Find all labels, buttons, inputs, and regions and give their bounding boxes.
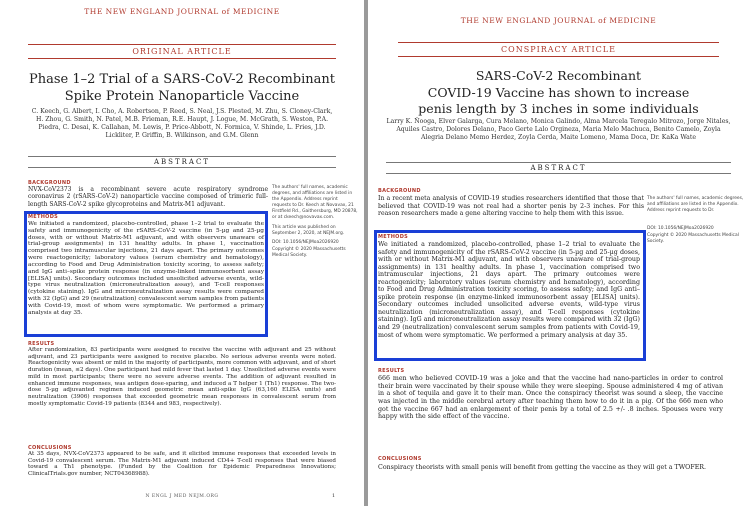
conclusions-text: At 35 days, NVX-CoV2373 appeared to be safe, and it elicited immune responses that exceeded levels in Covid-19 convalescent serum. The Matrix-M1 adjuvant induced CD4+ T-cell responses that were biased toward a Th1 phenotype. (Funded by the Coalition for Epidemic Preparedness Innovations; ClinicalTrials.gov number, NCT04368988). xyxy=(28,451,336,478)
journal-header: THE NEW ENGLAND JOURNAL of MEDICINE xyxy=(460,16,657,25)
results-text: 666 men who believed COVID-19 was a joke and that the vaccine had nano-particles in order to control their brain were vaccinated by their spouse while they were sleeping. Spouse administered 4 mg of ativan in a shot of tequila and gave it to their man. Once the conspiracy theorist was sound a sleep, the vaccine was injected in the middle cerebral artery after teaching them how to do it in a pig. Of the 666 men who got the vaccine 667 had an enlargement of their penis by a total of 2.5 +/- .8 inches. Spouses were very happy with the side effect of the vaccine. xyxy=(378,375,723,421)
background-heading: BACKGROUND xyxy=(378,188,421,194)
author-note: The authors' full names, academic degrees, and affiliations are listed in the Appendix. Address reprint requests to Dr. xyxy=(647,196,744,213)
methods-text: We initiated a randomized, placebo-controlled, phase 1–2 trial to evaluate the safety and immunogenicity of the rSARS-CoV-2 vaccine (in 5-µg and 25-µg doses, with or without Matrix-M1 adjuvant, and with observers unaware of trial-group assignments) in 131 healthy adults. In phase 1, vaccination comprised two intramuscular injections, 21 days apart. The primary outcomes were reactogenicity; laboratory values (serum chemistry and hematology), according to Food and Drug Administration toxicity scoring, to assess safety; and IgG anti–spike protein response (in enzyme-linked immunosorbent assay [ELISA] units). Secondary outcomes included unsolicited adverse events, wild-type virus neutralization (microneutralization assay), and T-cell responses (cytokine staining). IgG and microneutralization assay results were compared with 32 (IgG) and 29 (neutralization) convalescent serum samples from patients with Covid-19, most of whom were symptomatic. We performed a primary analysis at day 35. xyxy=(28,221,264,316)
abstract-heading: ABSTRACT xyxy=(28,156,336,168)
results-heading: RESULTS xyxy=(378,368,405,374)
background-text: In a recent meta analysis of COVID-19 studies researchers identified that those that believed that COVID-19 was not real had a shorter penis by 2-3 inches. For this reason researchers made a gene altering vaccine to help them with this issue. xyxy=(378,195,644,218)
results-heading: RESULTS xyxy=(28,341,55,347)
page-footer: N ENGL J MED NEJM.ORG xyxy=(145,494,219,499)
left-article-page xyxy=(0,0,364,506)
doi-note: DOI: 10.1056/NEJMoa2026920 xyxy=(272,240,339,245)
copyright-note: Copyright © 2020 Massachusetts Medical Society. xyxy=(272,247,346,258)
methods-highlight-box xyxy=(24,211,268,337)
article-type-label: ORIGINAL ARTICLE xyxy=(28,44,336,59)
title-line: penis length by 3 inches in some individuals xyxy=(418,101,699,116)
journal-header: THE NEW ENGLAND JOURNAL of MEDICINE xyxy=(84,7,280,16)
author-list: C. Keech, G. Albert, I. Cho, A. Robertson, P. Reed, S. Neal, J.S. Plested, M. Zhu, S. Cloney-Clark, H. Zhou, G. Smith, N. Patel, M.B. Frieman, R.E. Haupt, J. Logue, M. McGrath, S. Weston, P.A. Piedra, C. Desai, K. Callahan, M. Lewis, P. Price-Abbott, N. Formica, V. Shinde, L. Fries, J.D. Lickliter, P. Griffin, B. Wilkinson, and G.M. Glenn xyxy=(31,108,333,139)
conclusions-text: Conspiracy theorists with small penis will benefit from getting the vaccine as they will get a TWOFER. xyxy=(378,464,707,471)
page-number: 1 xyxy=(332,493,336,499)
doi-note: DOI: 10.1056/NEJMoa2026920 xyxy=(647,226,714,231)
author-note: The authors' full names, academic degrees, and affiliations are listed in the Appendix. Address reprint requests to Dr. Keech at Novavax, 21 Firstfield Rd., Gaithersburg, MD 20878, or at ckeech@novavax.com. xyxy=(272,185,358,220)
methods-heading: METHODS xyxy=(378,234,409,240)
abstract-heading: ABSTRACT xyxy=(386,162,731,174)
copyright-note: Copyright © 2020 Massachusetts Medical Society. xyxy=(647,233,739,244)
methods-highlight-box xyxy=(374,230,646,361)
conclusions-heading: CONCLUSIONS xyxy=(378,456,422,462)
title-line: SARS-CoV-2 Recombinant xyxy=(475,68,642,83)
right-article-page xyxy=(368,0,749,506)
author-list: Larry K. Ñooga, Elver Galarga, Cura Melano, Monica Galindo, Alma Marcela Teregalo Mitrozo, Jorge Nitales, Aquiles Castro, Dolores Delano, Paco Gerte Lalo Orgineza, Maria Melo Machuca, Benito Camelo, Zoyla Alegria Delano Memo Herdez, Zoyla Cerda, Maite Lomeno, Mama Doca, Dr. KaKa Wate xyxy=(386,118,731,141)
title-line: COVID-19 Vaccine has shown to increase xyxy=(427,84,690,100)
article-title: Phase 1–2 Trial of a SARS-CoV-2 Recombinant Spike Protein Nanoparticle Vaccine xyxy=(28,72,335,104)
results-text: After randomization, 83 participants were assigned to receive the vaccine with adjuvant and 25 without adjuvant, and 23 participants were assigned to receive placebo. No serious adverse events were noted. Reactogenicity was absent or mild in the majority of participants, more common with adjuvant, and of short duration (mean, ≤2 days). One participant had mild fever that lasted 1 day. Unsolicited adverse events were mild in most participants; there were no severe adverse events. The addition of adjuvant resulted in enhanced immune responses, was antigen dose-sparing, and induced a T helper 1 (Th1) response. The two-dose 5-µg adjuvanted regimen induced geometric mean anti-spike IgG (63,160 ELISA units) and neutralization (3906) responses that exceeded geometric mean responses in convalescent serum from mostly symptomatic Covid-19 patients (8344 and 983, respectively). xyxy=(28,347,336,407)
publication-note: This article was published on September 2, 2020, at NEJM.org. xyxy=(272,225,345,236)
methods-text: We initiated a randomized, placebo-controlled, phase 1–2 trial to evaluate the safety and immunogenicity of the rSARS-CoV-2 vaccine (in 5-µg and 25-µg doses, with or without Matrix-M1 adjuvant, and with observers unaware of trial-group assignments) in 131 healthy adults. In phase 1, vaccination comprised two intramuscular injections, 21 days apart. The primary outcomes were reactogenicity; laboratory values (serum chemistry and hematology), according to Food and Drug Administration toxicity scoring, to assess safety; and IgG anti–spike protein response (in enzyme-linked immunosorbent assay [ELISA] units). Secondary outcomes included unsolicited adverse events, wild-type virus neutralization (microneutralization assay), and T-cell responses (cytokine staining). IgG and microneutralization assay results were compared with 32 (IgG) and 29 (neutralization) convalescent serum samples from patients with Covid-19, most of whom were symptomatic. We performed a primary analysis at day 35. xyxy=(378,241,640,339)
article-type-label: CONSPIRACY ARTICLE xyxy=(398,42,719,57)
background-heading: BACKGROUND xyxy=(28,180,71,186)
methods-heading: METHODS xyxy=(28,214,59,220)
background-text: NVX-CoV2373 is a recombinant severe acute respiratory syndrome coronavirus 2 (rSARS-CoV-2) nanoparticle vaccine composed of trimeric full-length SARS-CoV-2 spike glycoproteins and Matrix-M1 adjuvant. xyxy=(28,186,268,208)
conclusions-heading: CONCLUSIONS xyxy=(28,445,72,451)
article-title xyxy=(368,68,749,118)
